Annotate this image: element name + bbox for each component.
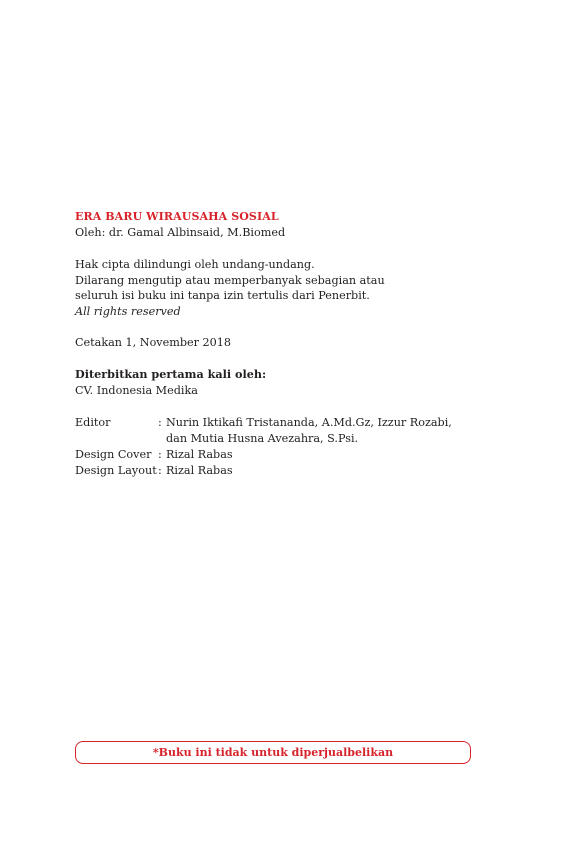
credit-role: Editor <box>75 416 111 429</box>
all-rights-reserved: All rights reserved <box>75 304 181 318</box>
publisher-name: CV. Indonesia Medika <box>75 384 198 397</box>
credit-row-editor <box>75 415 476 447</box>
credit-row-design-cover <box>75 447 476 463</box>
credit-separator: : <box>158 416 162 429</box>
credit-role: Design Cover <box>75 448 152 461</box>
rights-line-1: Hak cipta dilindungi oleh undang-undang. <box>75 258 315 271</box>
publisher-label: Diterbitkan pertama kali oleh: <box>75 367 267 381</box>
credit-separator: : <box>158 448 162 461</box>
credit-role: Design Layout <box>75 464 157 477</box>
credit-separator: : <box>158 464 162 477</box>
edition-line: Cetakan 1, November 2018 <box>75 336 232 349</box>
credit-names: Nurin Iktikafi Tristananda, A.Md.Gz, Izzur Rozabi, dan Mutia Husna Avezahra, S.Psi. <box>166 416 452 445</box>
credit-names: Rizal Rabas <box>166 448 233 461</box>
author-line: Oleh: dr. Gamal Albinsaid, M.Biomed <box>75 226 286 239</box>
rights-line-3: seluruh isi buku ini tanpa izin tertulis dari Penerbit. <box>75 289 370 302</box>
not-for-sale-notice <box>75 741 471 764</box>
credits-list <box>75 415 476 479</box>
rights-line-2: Dilarang mengutip atau memperbanyak sebagian atau <box>75 273 385 287</box>
notice-text: *Buku ini tidak untuk diperjualbelikan <box>152 746 394 759</box>
credit-row-design-layout <box>75 463 476 479</box>
book-title: ERA BARU WIRAUSAHA SOSIAL <box>75 210 279 223</box>
copyright-notice <box>75 257 385 319</box>
credit-names: Rizal Rabas <box>166 464 233 477</box>
